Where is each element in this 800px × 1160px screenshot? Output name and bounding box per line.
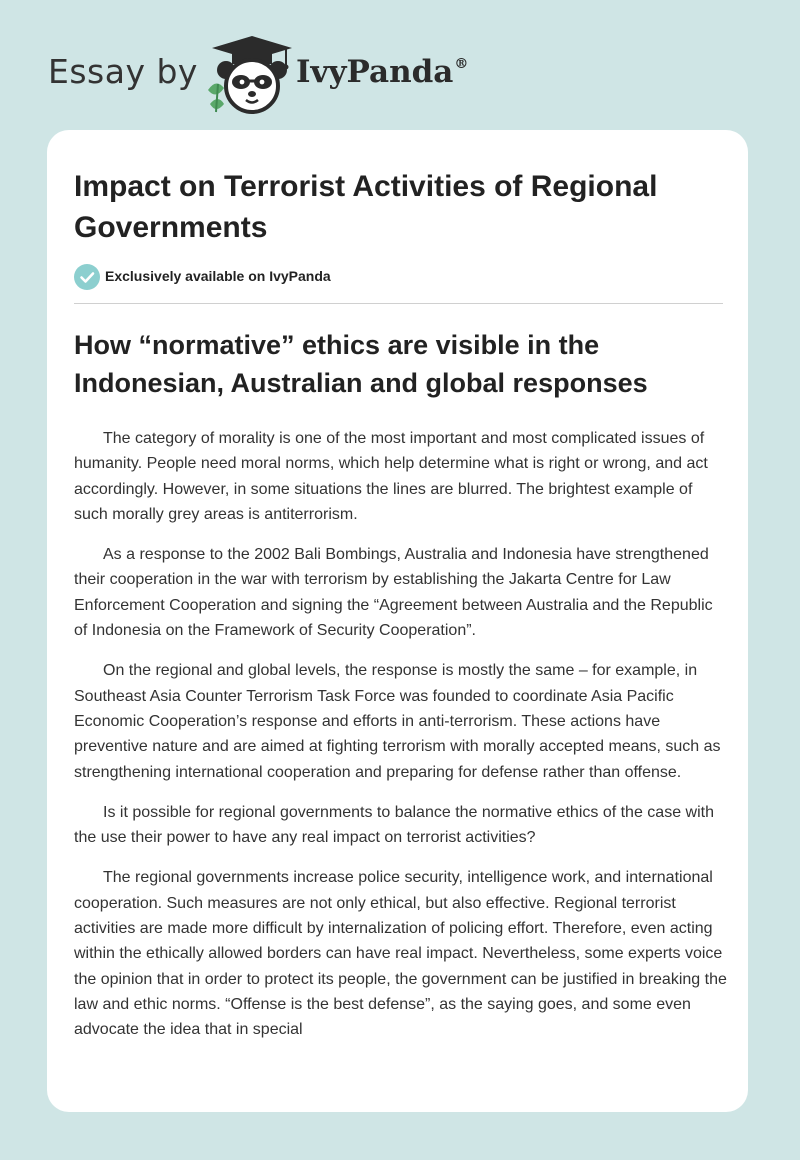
panda-graduate-logo-icon[interactable] — [202, 34, 294, 114]
paragraph: As a response to the 2002 Bali Bombings, Australia and Indonesia have strengthened their cooperation in the war with terrorism by establishing the Jakarta Centre for Law Enforcement Cooperation and signing the “Agreement between Australia and the Republic of Indonesia on the Framework of Security Cooperation”. — [74, 546, 713, 640]
registered-mark: ® — [454, 56, 469, 72]
paragraph: The regional governments increase police security, intelligence work, and international cooperation. Such measures are not only ethical, but also effective. Regional terrorist activities are made more difficult by internalization of policing effort. Therefore, even acting within the ethically allowed borders can have real impact. Nevertheless, some experts voice the opinion that in order to protect its people, the government can be justified in breaking the law and ethic norms. “Offense is the best defense”, as the saying goes, and some even advocate the idea that in special — [74, 869, 727, 1039]
site-header — [48, 34, 548, 114]
paragraph: On the regional and global levels, the response is mostly the same – for example, in Southeast Asia Counter Terrorism Task Force was founded to coordinate Asia Pacific Economic Cooperation’s response and efforts in anti-terrorism. These actions have preventive nature and are aimed at fighting terrorism with morally accepted means, such as strengthening international cooperation and preparing for defense rather than offense. — [74, 662, 721, 781]
checkmark-circle-icon — [74, 264, 100, 290]
essay-by-label: Essay by — [48, 52, 198, 91]
essay-title: Impact on Terrorist Activities of Regional Governments — [74, 170, 658, 244]
brand-name-text: IvyPanda — [296, 54, 454, 90]
badge-text: Exclusively available on IvyPanda — [105, 268, 331, 284]
exclusive-badge — [74, 264, 474, 290]
paragraph: Is it possible for regional governments to balance the normative ethics of the case with the use their power to have any real impact on terrorist activities? — [74, 803, 714, 847]
divider — [74, 303, 723, 304]
brand-name[interactable] — [296, 54, 468, 90]
article-body — [74, 426, 728, 1058]
essay-card — [47, 130, 748, 1112]
paragraph: The category of morality is one of the most important and most complicated issues of humanity. People need moral norms, which help determine what is right or wrong, and act accordingly. However, in some situations the lines are blurred. The brightest example of such morally grey areas is antiterrorism. — [74, 430, 708, 523]
section-heading: How “normative” ethics are visible in the Indonesian, Australian and global responses — [74, 330, 648, 398]
